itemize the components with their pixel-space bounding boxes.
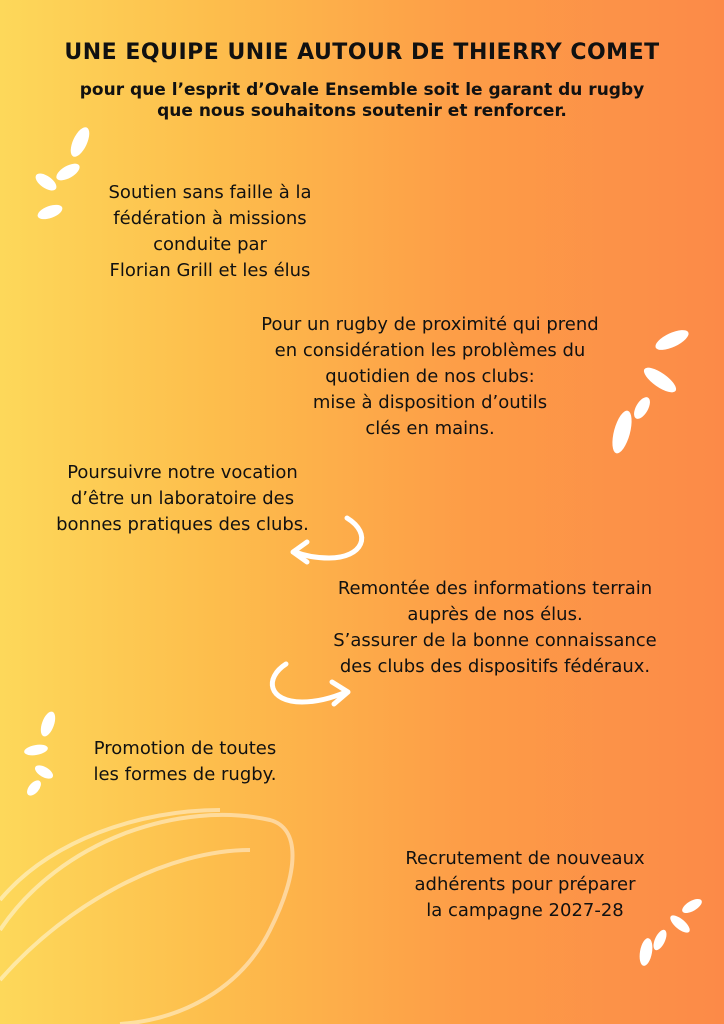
point-good-practices: Poursuivre notre vocation d’être un laboratoire des bonnes pratiques des clubs.	[56, 462, 309, 535]
point-rugby-promotion: Promotion de toutes les formes de rugby.	[93, 738, 277, 785]
page-subtitle: pour que l’esprit d’Ovale Ensemble soit le garant du rugby que nous souhaitons soutenir et renforcer.	[79, 80, 645, 121]
page-title: UNE EQUIPE UNIE AUTOUR DE THIERRY COMET	[64, 40, 660, 65]
sparkle-icon	[600, 320, 700, 455]
point-federation-support: Soutien sans faille à la fédération à missions conduite par Florian Grill et les élus	[108, 182, 312, 281]
curved-arrow-icon	[285, 512, 375, 572]
point-recruitment: Recrutement de nouveaux adhérents pour préparer la campagne 2027-28	[405, 848, 645, 921]
rugby-ball-outline	[0, 780, 340, 1024]
sparkle-icon	[28, 120, 108, 230]
point-field-feedback: Remontée des informations terrain auprès de nos élus. S’assurer de la bonne connaissance des clubs des dispositifs fédéraux.	[333, 578, 657, 677]
sparkle-icon	[630, 890, 710, 970]
curved-arrow-icon	[262, 660, 362, 720]
point-local-rugby: Pour un rugby de proximité qui prend en considération les problèmes du quotidien de nos clubs: mise à disposition d’outils clés en mains.	[261, 314, 599, 439]
